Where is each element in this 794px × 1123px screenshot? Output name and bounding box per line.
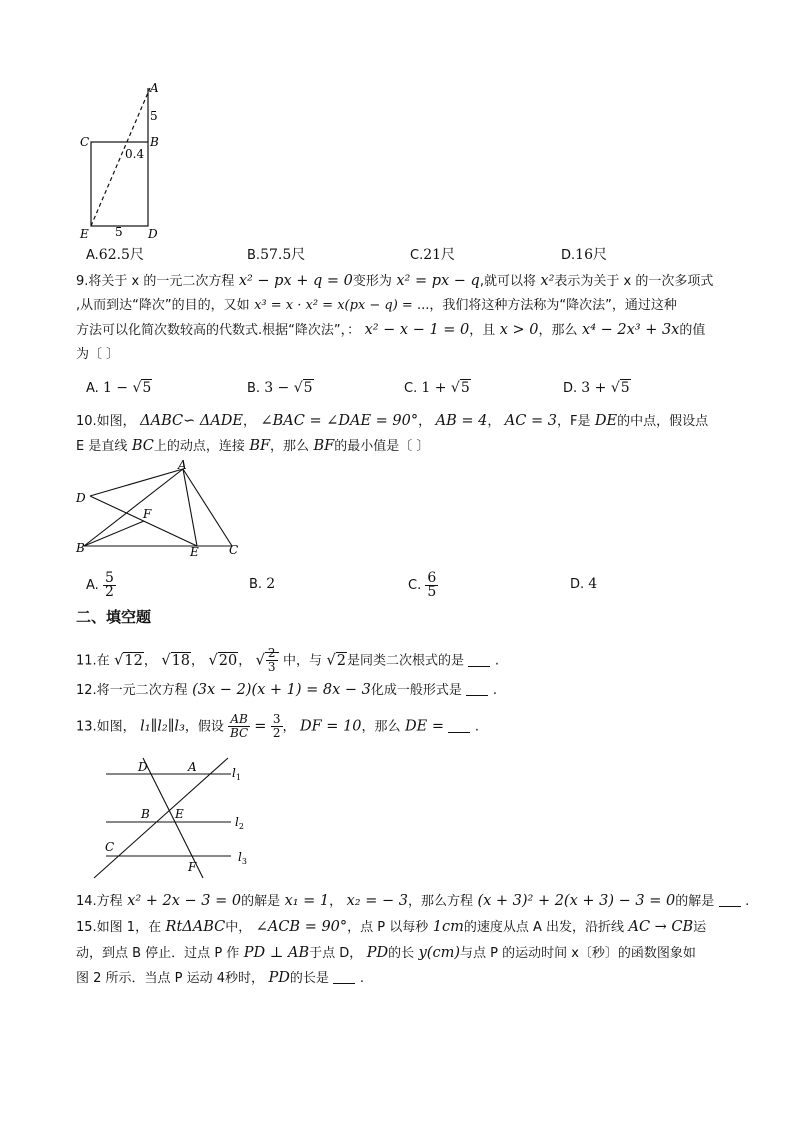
q8-option-b[interactable]: B.57.5尺 <box>247 247 306 263</box>
fig13-label-e: E <box>175 807 184 821</box>
q15-line-3: 图 2 所示．当点 P 运动 4秒时， PD的长是 . <box>76 970 364 986</box>
fig13-label-f: F <box>188 860 197 874</box>
fig10-label-d: D <box>76 491 86 505</box>
q9-line-1: 9.将关于 x 的一元二次方程 x² − px + q = 0变形为 x² = px − q,就可以将 x²表示为关于 x 的一次多项式 <box>76 273 714 289</box>
fig8-label-e: E <box>80 227 89 240</box>
figure-q8 <box>74 80 174 240</box>
q9-line-4: 为〔 〕 <box>76 347 120 362</box>
q15-line-1: 15.如图 1，在 RtΔABC中， ∠ACB = 90°，点 P 以每秒 1cm的速度从点 A 出发，沿折线 AC → CB运 <box>76 919 707 935</box>
q9-option-c[interactable]: C. 1 + √5 <box>404 380 470 396</box>
q9-option-a[interactable]: A. 1 − √5 <box>86 380 152 396</box>
fig13-transversal-ac <box>94 758 228 878</box>
q8-option-d[interactable]: D.16尺 <box>561 247 607 263</box>
fig13-label-l1: $l_1$ <box>232 766 241 782</box>
q10-option-d[interactable]: D. 4 <box>570 576 598 592</box>
figure-q10 <box>74 460 246 560</box>
fig8-label-a: A <box>150 81 159 95</box>
fig10-label-f: F <box>143 507 152 521</box>
q8-option-c[interactable]: C.21尺 <box>410 247 456 263</box>
q10-option-c[interactable]: C. $\frac{6}{5}$ <box>408 570 437 600</box>
fig13-label-l2: $l_2$ <box>235 815 244 831</box>
q12-line: 12.将一元二次方程 (3x − 2)(x + 1) = 8x − 3化成一般形式是 . <box>76 682 497 698</box>
fig10-label-b: B <box>76 541 85 555</box>
q13-line: 13.如图， l₁∥l₂∥l₃，假设 $\frac{AB}{BC}$ = $\frac{3}{2}$ ， DF = 10，那么 DE = . <box>76 712 480 740</box>
fig13-label-d: D <box>138 760 148 774</box>
fig8-label-c: C <box>80 135 90 149</box>
q9-option-b[interactable]: B. 3 − √5 <box>247 380 313 396</box>
q14-line: 14.方程 x² + 2x − 3 = 0的解是 x₁ = 1， x₂ = − 3，那么方程 (x + 3)² + 2(x + 3) − 3 = 0的解是 . <box>76 893 750 909</box>
fig13-label-b: B <box>141 807 150 821</box>
q15-line-2: 动，到点 B 停止．过点 P 作 PD ⊥ AB于点 D， PD的长 y(cm)与点 P 的运动时间 x〔秒〕的函数图象如 <box>76 945 696 961</box>
q10-option-a[interactable]: A. $\frac{5}{2}$ <box>86 570 114 600</box>
q8-option-a[interactable]: A.62.5尺 <box>86 247 144 263</box>
fig13-label-l3: $l_3$ <box>238 850 247 866</box>
q10-option-b[interactable]: B. 2 <box>249 576 276 592</box>
figure-q13 <box>88 755 260 885</box>
fig10-label-e: E <box>190 545 199 559</box>
fig13-label-a: A <box>188 760 197 774</box>
q9-option-d[interactable]: D. 3 + √5 <box>563 380 630 396</box>
fig8-label-d: D <box>148 227 158 240</box>
fig13-label-c: C <box>105 840 115 854</box>
fig8-label-b: B <box>150 135 159 149</box>
fig8-dim-ab: 5 <box>150 109 158 123</box>
fig10-label-c: C <box>229 543 239 557</box>
section-title: 二、填空题 <box>76 608 152 626</box>
q9-line-2: ,从而到达“降次”的目的，又如 x³ = x · x² = x(px − q) = ...，我们将这种方法称为“降次法”，通过这种 <box>76 298 677 313</box>
fig10-label-a: A <box>178 460 187 472</box>
q9-line-3: 方法可以化简次数较高的代数式.根据“降次法”，： x² − x − 1 = 0，且 x > 0，那么 x⁴ − 2x³ + 3x的值 <box>76 322 706 338</box>
fig8-dim-ed: 5 <box>115 225 123 239</box>
q10-line-1: 10.如图， ΔABC∽ ΔADE， ∠BAC = ∠DAE = 90°， AB = 4， AC = 3，F是 DE的中点，假设点 <box>76 413 709 429</box>
q11-line: 11.在 √12， √18， √20， √ $\frac{2}{3}$ 中，与 √2是同类二次根式的是 . <box>76 646 500 674</box>
q10-line-2: E 是直线 BC上的动点，连接 BF，那么 BF的最小值是〔 〕 <box>76 438 430 454</box>
fig8-dim-inner: 0.4 <box>125 147 145 161</box>
